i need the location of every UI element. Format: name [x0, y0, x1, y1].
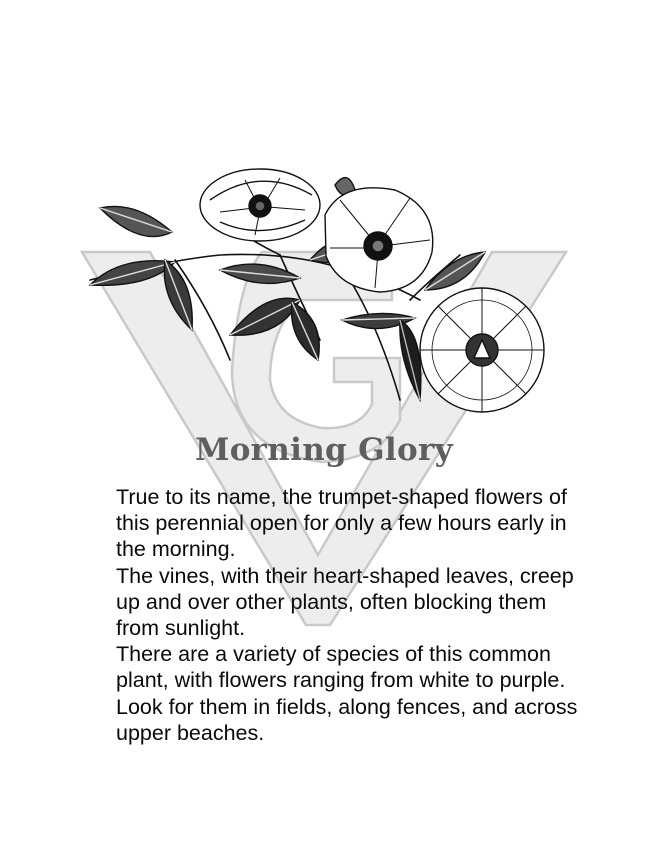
page-title: Morning Glory	[195, 432, 453, 468]
morning-glory-illustration	[80, 160, 560, 430]
description-text	[116, 484, 586, 746]
paragraph-bloom-time: True to its name, the trumpet-shaped flowers of this perennial open for only a few hours early in the morning.	[116, 485, 567, 562]
paragraph-species: There are a variety of species of this common plant, with flowers ranging from white to purple. Look for them in fields, along fences, and across upper beaches.	[116, 642, 578, 745]
paragraph-vines: The vines, with their heart-shaped leaves, creep up and over other plants, often blocking them from sunlight.	[116, 563, 574, 641]
